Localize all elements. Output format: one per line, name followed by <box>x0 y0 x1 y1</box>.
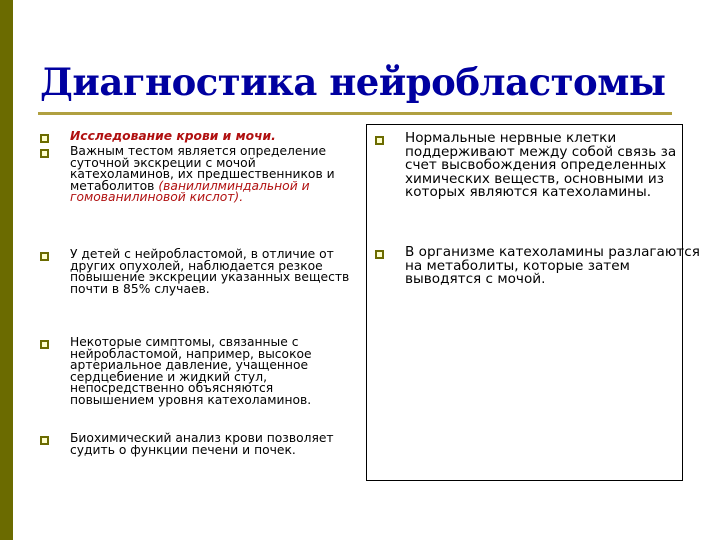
item-text: В организме катехоламины разлагаются на метаболиты, которые затем выводятся с мочой. <box>405 244 700 287</box>
item-text: Биохимический анализ крови позволяет судить о функции печени и почек. <box>70 431 334 457</box>
list-item <box>375 132 705 200</box>
list-item <box>40 337 360 406</box>
section-heading: Исследование крови и мочи. <box>70 129 276 143</box>
slide-title: Диагностика нейробластомы <box>40 60 666 104</box>
square-bullet-icon <box>375 250 384 259</box>
item-text: Важным тестом является определение суточной экскреции с мочой катехоламинов, их предшественников и метаболитов <box>70 144 335 193</box>
square-bullet-icon <box>40 252 49 261</box>
square-bullet-icon <box>40 149 49 158</box>
item-text: Некоторые симптомы, связанные с нейробластомой, например, высокое артериальное давление, учащенное сердцебиение и жидкий стул, непосредственно объясняются повышением уровня катехоламинов. <box>70 335 312 407</box>
square-bullet-icon <box>40 134 49 143</box>
square-bullet-icon <box>40 436 49 445</box>
side-accent-bar <box>0 0 13 540</box>
info-box <box>366 124 700 481</box>
title-underline <box>38 112 672 115</box>
square-bullet-icon <box>40 340 49 349</box>
item-note: (ванилилминдальной и гомованилиновой кислот). <box>70 178 310 204</box>
list-item <box>40 249 360 295</box>
square-bullet-icon <box>375 136 384 145</box>
item-text: Нормальные нервные клетки поддерживают между собой связь за счет высвобождения определенных химических веществ, основными из которых являются катехоламины. <box>405 130 677 200</box>
list-item <box>40 146 360 204</box>
item-text: У детей с нейробластомой, в отличие от других опухолей, наблюдается резкое повышение экскреции указанных веществ почти в 85% случаев. <box>70 247 350 296</box>
list-item <box>40 433 360 456</box>
list-item-heading <box>40 131 360 143</box>
list-item <box>375 246 705 287</box>
